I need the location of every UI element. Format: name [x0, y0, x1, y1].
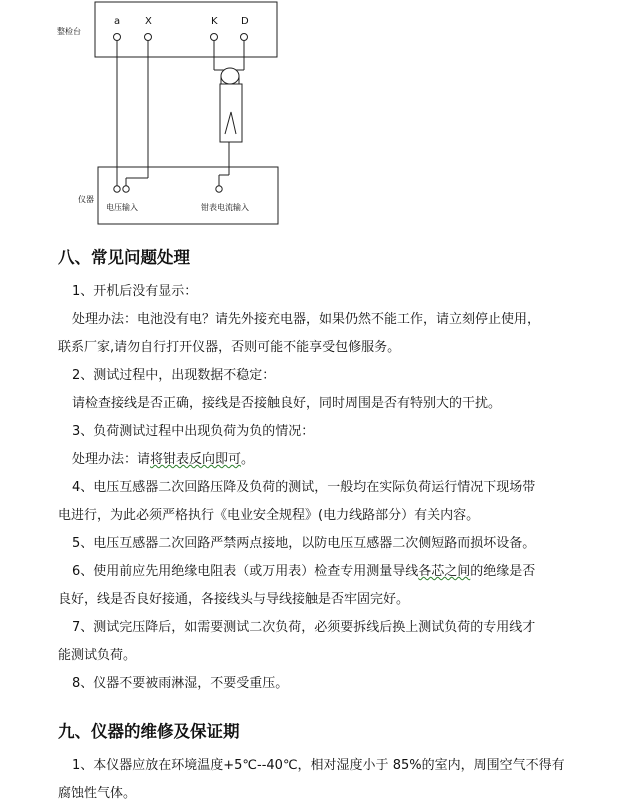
faq-item-1-solution: 处理办法：电池没有电？请先外接充电器，如果仍然不能工作，请立刻停止使用，: [72, 312, 541, 327]
faq-item-7-cont: 能测试负荷。: [58, 648, 137, 663]
faq-item-6-b: 的绝缘是否: [470, 564, 536, 579]
faq-item-2: 2、测试过程中，出现数据不稳定：: [72, 368, 276, 383]
faq-item-3-solution-b: 。: [241, 452, 255, 467]
voltage-input-terminal-1: [114, 186, 120, 192]
faq-item-8: 8、仪器不要被雨淋湿，不要受重压。: [72, 676, 289, 691]
faq-item-3-solution: [58, 446, 598, 474]
terminal-x: [145, 34, 152, 41]
clamp-current-input-label: 钳表电流输入: [201, 203, 249, 212]
terminal-k: [211, 34, 218, 41]
wiring-diagram: [0, 0, 640, 235]
faq-item-3: 3、负荷测试过程中出现负荷为负的情况：: [72, 424, 315, 439]
faq-item-5: 5、电压互感器二次回路严禁两点接地，以防电压互感器二次侧短路而损坏设备。: [72, 536, 536, 551]
section-heading-maintenance: 九、仪器的维修及保证期: [58, 722, 240, 741]
clamp-meter: [219, 68, 242, 186]
document-body: [58, 244, 598, 808]
faq-item-1-solution-cont: 联系厂家,请勿自行打开仪器，否则可能不能享受包修服务。: [58, 340, 401, 355]
instrument-box: [98, 167, 278, 224]
faq-item-6-a: 6、使用前应先用绝缘电阻表（或万用表）检查专用测量导线: [72, 564, 419, 579]
terminal-x-label: X: [145, 16, 152, 27]
clamp-input-terminal: [216, 186, 222, 192]
faq-item-3-solution-marked: 将钳表反向即可: [150, 452, 242, 467]
voltage-input-terminal-2: [123, 186, 129, 192]
faq-item-3-solution-a: 处理办法：请: [72, 452, 151, 467]
faq-item-6-cont: 良好，线是否良好接通，各接线头与导线接触是否牢固完好。: [58, 592, 410, 607]
faq-item-1: 1、开机后没有显示：: [72, 284, 198, 299]
bench-box: [95, 2, 277, 57]
section-heading-troubleshooting: 八、常见问题处理: [58, 248, 190, 267]
voltage-input-label: 电压输入: [106, 203, 138, 212]
terminal-d-label: D: [241, 16, 249, 27]
terminal-a-label: a: [114, 16, 121, 27]
terminal-a: [114, 34, 121, 41]
maintenance-item-1-cont: 腐蚀性气体。: [58, 786, 137, 801]
terminal-d: [241, 34, 248, 41]
terminal-k-label: K: [211, 16, 218, 27]
faq-item-7: 7、测试完压降后，如需要测试二次负荷，必须要拆线后换上测试负荷的专用线才: [72, 620, 536, 635]
faq-item-2-solution: 请检查接线是否正确，接线是否接触良好，同时周围是否有特别大的干扰。: [72, 396, 502, 411]
instrument-label: 仪器: [78, 195, 94, 204]
faq-item-4-cont: 电进行，为此必须严格执行《电业安全规程》(电力线路部分）有关内容。: [58, 508, 480, 523]
faq-item-6: [58, 558, 598, 586]
bench-label: 整检台: [57, 27, 81, 36]
faq-item-4: 4、电压互感器二次回路压降及负荷的测试，一般均在实际负荷运行情况下现场带: [72, 480, 536, 495]
maintenance-item-1: 1、本仪器应放在环境温度+5℃--40℃，相对湿度小于 85%的室内，周围空气不得有: [72, 758, 565, 773]
faq-item-6-marked: 各芯之间: [418, 564, 471, 579]
